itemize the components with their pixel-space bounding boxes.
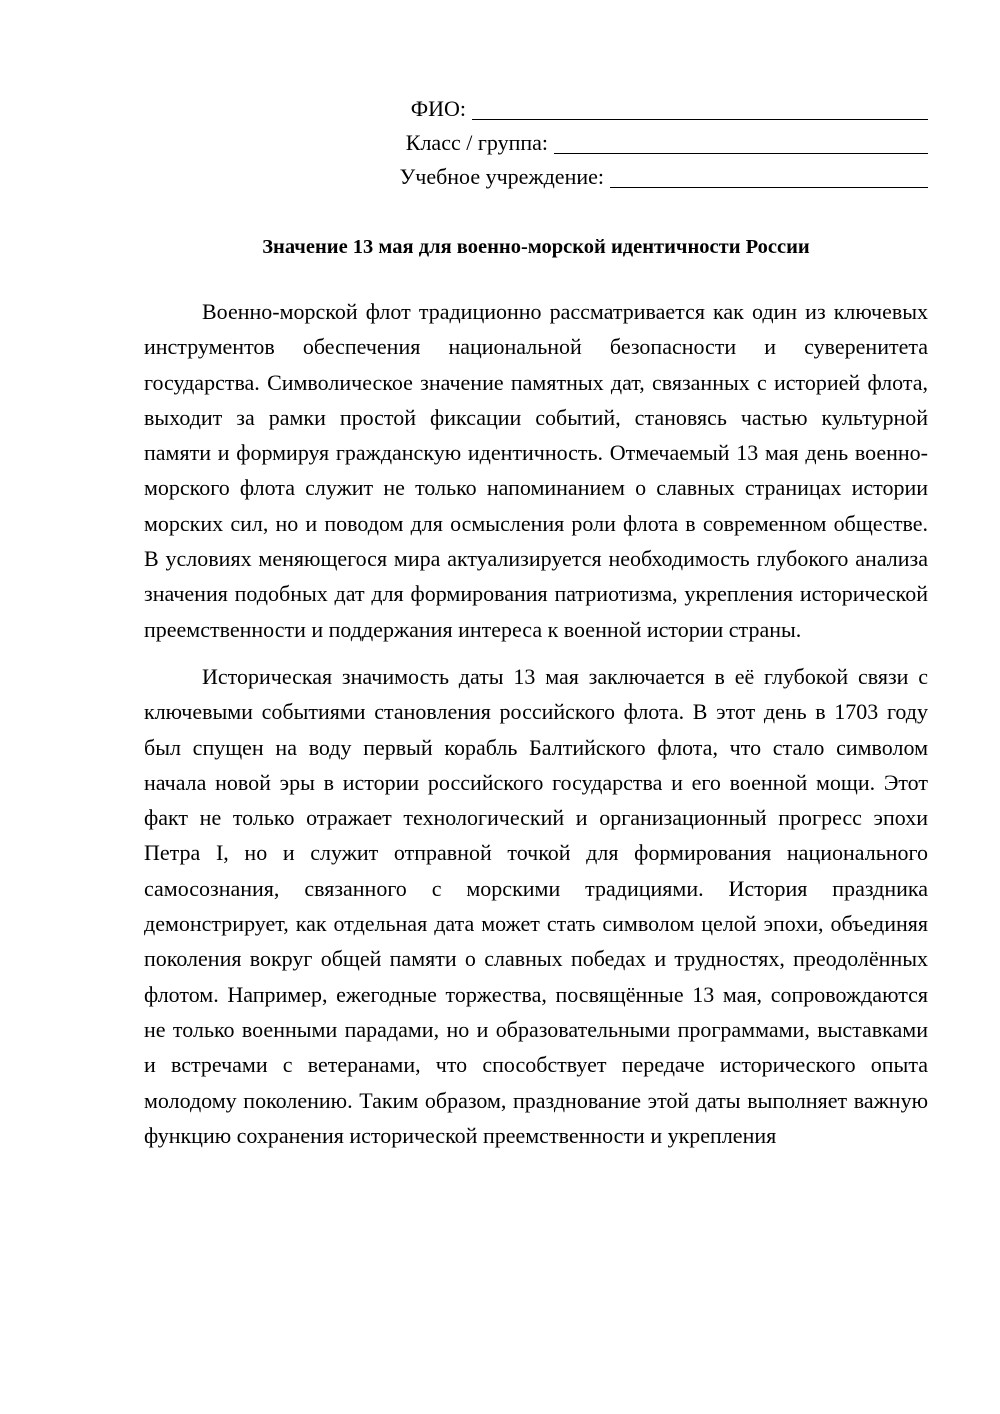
fio-label: ФИО: bbox=[410, 96, 466, 121]
fio-blank-line bbox=[472, 93, 928, 120]
document-title: Значение 13 мая для военно-морской идентичности России bbox=[262, 236, 810, 258]
student-info-fields bbox=[328, 92, 928, 194]
institution-blank-line bbox=[610, 161, 928, 188]
institution-field-row bbox=[328, 160, 928, 194]
class-field-row bbox=[328, 126, 928, 160]
fio-field-row bbox=[328, 92, 928, 126]
class-label: Класс / группа: bbox=[405, 130, 548, 155]
class-blank-line bbox=[554, 127, 928, 154]
paragraph-1: Военно-морской флот традиционно рассматривается как один из ключевых инструментов обеспечения национальной безопасности и суверенитета государства. Символическое значение памятных дат, связанных с историей флота, выходит за рамки простой фиксации событий, становясь частью культурной памяти и формируя гражданскую идентичность. Отмечаемый 13 мая день военно-морского флота служит не только напоминанием о славных страницах истории морских сил, но и поводом для осмысления роли флота в современном обществе. В условиях меняющегося мира актуализируется необходимость глубокого анализа значения подобных дат для формирования патриотизма, укрепления исторической преемственности и поддержания интереса к военной истории страны. bbox=[144, 299, 928, 642]
document-body bbox=[144, 294, 928, 1165]
paragraph-2: Историческая значимость даты 13 мая заключается в её глубокой связи с ключевыми событиями становления российского флота. В этот день в 1703 году был спущен на воду первый корабль Балтийского флота, что стало символом начала новой эры в истории российского государства и его военной мощи. Этот факт не только отражает технологический и организационный прогресс эпохи Петра I, но и служит отправной точкой для формирования национального самосознания, связанного с морскими традициями. История праздника демонстрирует, как отдельная дата может стать символом целой эпохи, объединяя поколения вокруг общей памяти о славных победах и трудностях, преодолённых флотом. Например, ежегодные торжества, посвящённые 13 мая, сопровождаются не только военными парадами, но и образовательными программами, выставками и встречами с ветеранами, что способствует передаче исторического опыта молодому поколению. Таким образом, празднование этой даты выполняет важную функцию сохранения исторической преемственности и укрепления bbox=[144, 663, 928, 1148]
institution-label: Учебное учреждение: bbox=[399, 164, 604, 189]
